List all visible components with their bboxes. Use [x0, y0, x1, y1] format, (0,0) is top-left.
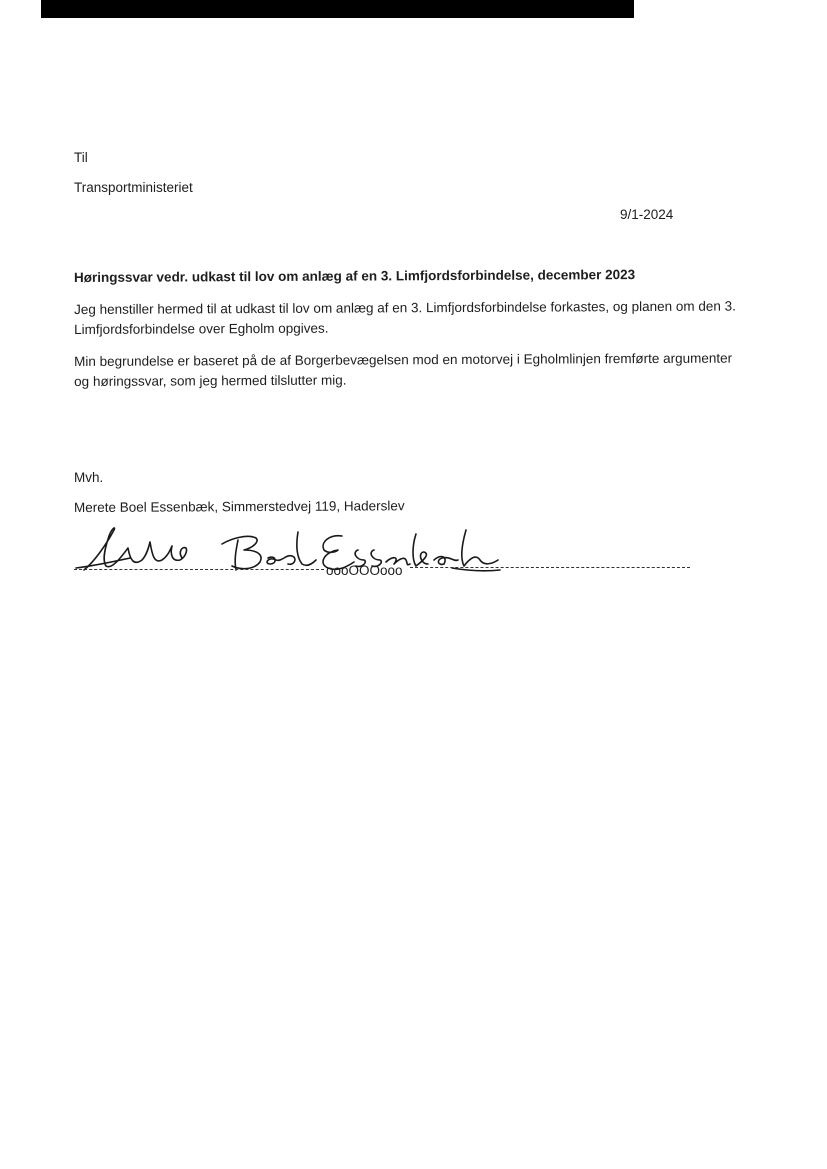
redaction-bar: [41, 0, 634, 18]
letter-subject: Høringssvar vedr. udkast til lov om anlæg af en 3. Limfjordsforbindelse, december 2023: [73, 267, 636, 285]
divider-ornament: oooOOOooo: [326, 563, 403, 578]
signature-line: [74, 561, 690, 581]
body-paragraph-1: Jeg henstiller hermed til at udkast til lov om anlæg af en 3. Limfjordsforbindelse forkastes, og planen om den 3. Limfjordsforbindelse over Egholm opgives.: [74, 298, 736, 337]
sender-line: Merete Boel Essenbæk, Simmerstedvej 119, Haderslev: [73, 498, 405, 515]
recipient-name: Transportministeriet: [74, 180, 193, 195]
signature-line-right: [410, 567, 690, 568]
body-paragraph-2: Min begrundelse er baseret på de af Borgerbevægelsen mod en motorvej i Egholmlinjen fremførte argumenter og høringssvar, som jeg hermed tilslutter mig.: [74, 350, 733, 389]
signature-line-left: [74, 569, 324, 570]
letter-date: 9/1-2024: [620, 207, 674, 222]
closing: Mvh.: [74, 470, 104, 485]
recipient-label: Til: [74, 150, 88, 165]
